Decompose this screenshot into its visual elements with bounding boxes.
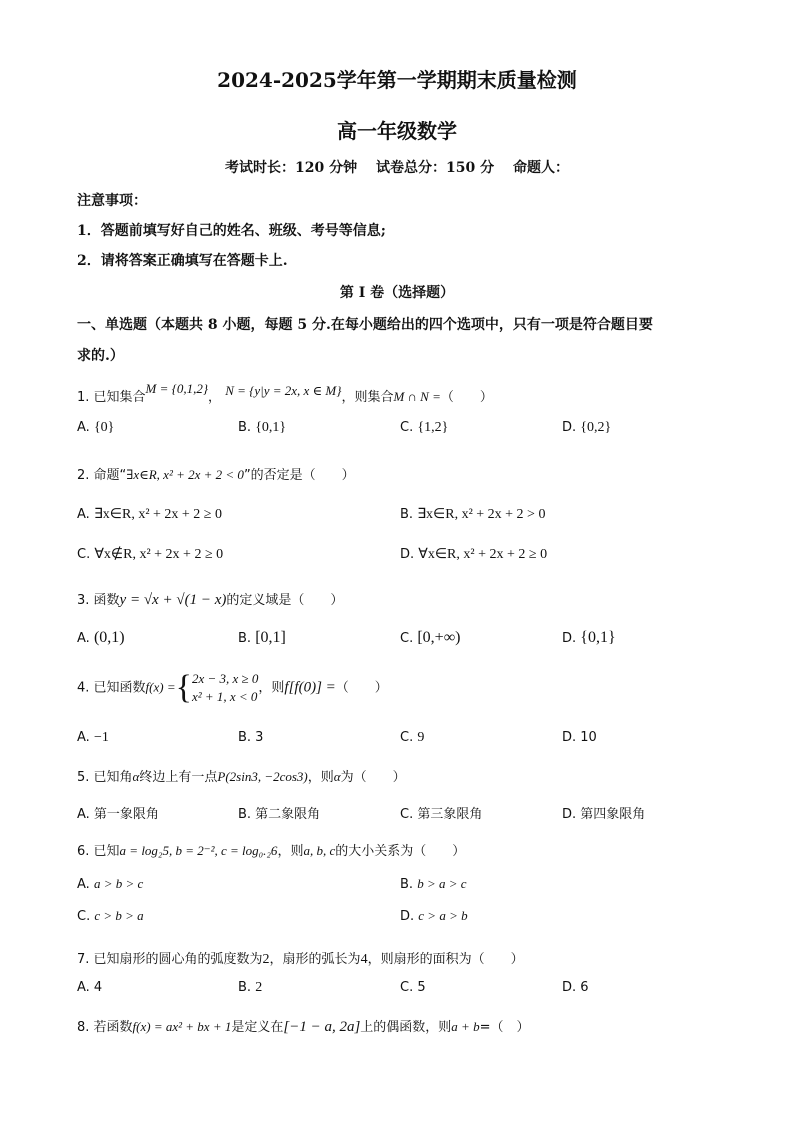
- option-letter: B.: [238, 980, 256, 995]
- question-stem-text: ，则集合: [341, 390, 394, 405]
- question-7-option-b: [238, 980, 262, 996]
- option-formula: {1,2}: [417, 420, 449, 435]
- option-formula: ∀x∈R, x² + 2x + 2 ≥ 0: [418, 547, 548, 562]
- option-letter: A.: [77, 877, 94, 892]
- question-5-option-d: D. 第四象限角: [562, 807, 646, 822]
- option-formula: a > b > c: [93, 876, 144, 891]
- option-formula: {0,2}: [580, 420, 612, 435]
- question-formula: M ∩ N =: [393, 389, 441, 404]
- question-formula: 4: [360, 952, 368, 967]
- question-formula: α: [333, 769, 341, 784]
- question-formula: f(x) = ax² + bx + 1: [132, 1019, 232, 1034]
- question-3-option-b: [238, 629, 286, 647]
- question-6-option-b: [400, 876, 467, 892]
- option-formula: ∃x∈R, x² + 2x + 2 ≥ 0: [93, 507, 222, 522]
- option-letter: C.: [400, 631, 418, 646]
- question-stem-text: =（ ）: [479, 1020, 530, 1035]
- question-stem-text: 3. 函数: [77, 593, 120, 608]
- option-letter: C.: [77, 909, 95, 924]
- question-stem-text: 8. 若函数: [77, 1020, 133, 1035]
- option-letter: B.: [238, 631, 256, 646]
- option-formula: {0,1}: [255, 420, 287, 435]
- question-1-option-b: [238, 420, 286, 436]
- option-letter: C.: [77, 547, 95, 562]
- question-2: [77, 464, 355, 483]
- question-4-option-d: D. 10: [562, 730, 597, 745]
- question-7-option-c: C. 5: [400, 980, 426, 995]
- question-formula: N = {y|y = 2x, x ∈ M}: [225, 383, 342, 398]
- question-stem-text: 终边上有一点: [139, 770, 218, 785]
- question-stem-text: 2. 命题“: [77, 468, 127, 483]
- option-formula: {0,1}: [580, 629, 616, 646]
- question-2-option-b: [400, 506, 545, 523]
- question-stem-text: （ ）: [335, 680, 388, 696]
- question-stem-text: ，则: [258, 680, 285, 696]
- question-formula: M = {0,1,2}: [145, 381, 209, 396]
- question-formula: P(2sin3, −2cos3): [217, 769, 308, 784]
- question-6-option-d: [400, 908, 468, 924]
- question-formula: f[f(0)] =: [284, 679, 336, 696]
- question-8: [77, 1016, 529, 1036]
- option-letter: A.: [77, 507, 94, 522]
- option-formula: c > a > b: [418, 908, 468, 923]
- question-stem-text: 6. 已知: [77, 844, 120, 859]
- option-letter: D.: [562, 631, 581, 646]
- question-2-option-c: [77, 546, 223, 563]
- option-letter: A.: [77, 420, 94, 435]
- question-4-option-c: [400, 730, 424, 746]
- option-letter: B.: [400, 507, 418, 522]
- question-3-option-a: [77, 629, 125, 647]
- question-stem-text: ”的否定是（ ）: [243, 468, 355, 483]
- option-letter: C.: [400, 420, 418, 435]
- question-formula: a = log₂5, b = 2⁻², c = log₀.₂6: [119, 843, 278, 858]
- question-stem-text: ，: [208, 390, 222, 405]
- question-stem-text: （ ）: [440, 390, 493, 405]
- question-2-option-a: [77, 506, 222, 523]
- question-stem-text: 的定义域是（ ）: [226, 593, 344, 608]
- notice-item-2: 2．请将答案正确填写在答题卡上.: [77, 253, 288, 269]
- question-stem-text: ，则: [307, 770, 334, 785]
- option-letter: A.: [77, 631, 94, 646]
- piecewise-case-2: x² + 1, x < 0: [191, 689, 258, 704]
- question-6-option-c: [77, 908, 144, 924]
- question-stem-text: ，则扇形的面积为（ ）: [367, 952, 524, 967]
- notice-heading: 注意事项：: [77, 193, 147, 209]
- question-stem-text: ，则: [277, 844, 304, 859]
- option-letter: C.: [400, 730, 418, 745]
- question-3-option-d: [562, 629, 616, 647]
- question-formula: ∃x∈R, x² + 2x + 2 < 0: [126, 467, 244, 482]
- question-1: [77, 381, 493, 405]
- question-stem-text: 7. 已知扇形的圆心角的弧度数为: [77, 952, 263, 967]
- question-formula: a + b: [451, 1019, 480, 1034]
- option-formula: (0,1): [93, 629, 125, 646]
- piecewise-cases: [192, 670, 258, 706]
- option-formula: ∀x∉R, x² + 2x + 2 ≥ 0: [94, 547, 224, 562]
- option-formula: 9: [417, 730, 425, 745]
- question-5: [77, 766, 406, 785]
- question-3: [77, 589, 343, 609]
- option-letter: B.: [238, 420, 256, 435]
- question-6-option-a: [77, 876, 143, 892]
- option-formula: 2: [255, 980, 263, 995]
- question-5-option-c: C. 第三象限角: [400, 807, 483, 822]
- piecewise-brace: {: [175, 669, 192, 706]
- question-7-option-d: D. 6: [562, 980, 589, 995]
- question-formula: 2: [262, 952, 270, 967]
- option-formula: {0}: [93, 420, 115, 435]
- option-letter: A.: [77, 730, 94, 745]
- section-title: 第 I 卷（选择题）: [339, 285, 455, 301]
- exam-subtitle: 高一年级数学: [337, 119, 457, 143]
- question-stem-text: 4. 已知函数: [77, 680, 146, 696]
- question-7: [77, 948, 524, 968]
- option-formula: [0,1]: [255, 629, 286, 646]
- notice-item-1: 1．答题前填写好自己的姓名、班级、考号等信息;: [77, 223, 386, 239]
- option-letter: D.: [562, 420, 581, 435]
- question-formula: a, b, c: [303, 843, 336, 858]
- question-stem-text: 5. 已知角: [77, 770, 133, 785]
- question-formula: f(x) =: [145, 679, 176, 695]
- question-stem-text: 为（ ）: [340, 770, 406, 785]
- option-letter: B.: [400, 877, 418, 892]
- question-5-option-a: A. 第一象限角: [77, 807, 159, 822]
- question-1-option-a: [77, 420, 114, 436]
- piecewise-case-1: 2x − 3, x ≥ 0: [191, 671, 259, 686]
- question-stem-text: 上的偶函数，则: [360, 1020, 452, 1035]
- option-formula: ∃x∈R, x² + 2x + 2 > 0: [417, 507, 546, 522]
- exam-info: 考试时长：120 分钟 试卷总分：150 分 命题人：: [225, 160, 569, 176]
- question-stem-text: 的大小关系为（ ）: [335, 844, 466, 859]
- question-5-option-b: B. 第二象限角: [238, 807, 321, 822]
- question-1-option-c: [400, 420, 448, 436]
- section-intro-line-2: 求的.）: [77, 348, 124, 364]
- question-3-option-c: [400, 629, 460, 647]
- question-4: [77, 670, 388, 706]
- option-formula: b > a > c: [417, 876, 467, 891]
- question-4-option-a: [77, 730, 109, 746]
- question-4-option-b: B. 3: [238, 730, 264, 745]
- question-1-option-d: [562, 420, 611, 436]
- section-intro-line-1: 一、单选题（本题共 8 小题，每题 5 分.在每小题给出的四个选项中，只有一项是符合题目要: [77, 317, 653, 333]
- question-7-option-a: A. 4: [77, 980, 103, 995]
- question-stem-text: 是定义在: [231, 1020, 284, 1035]
- question-formula: [−1 − a, 2a]: [283, 1019, 361, 1035]
- question-formula: y = √x + √(1 − x): [119, 592, 227, 608]
- question-stem-text: 1. 已知集合: [77, 390, 146, 405]
- option-letter: D.: [400, 909, 419, 924]
- question-formula: α: [132, 769, 140, 784]
- option-formula: [0,+∞): [417, 629, 461, 646]
- question-2-option-d: [400, 546, 547, 563]
- exam-title: 2024-2025学年第一学期期末质量检测: [217, 68, 577, 92]
- option-formula: −1: [93, 730, 109, 745]
- option-letter: D.: [400, 547, 419, 562]
- option-formula: c > b > a: [94, 908, 144, 923]
- question-6: [77, 840, 465, 859]
- question-stem-text: ，扇形的弧长为: [269, 952, 361, 967]
